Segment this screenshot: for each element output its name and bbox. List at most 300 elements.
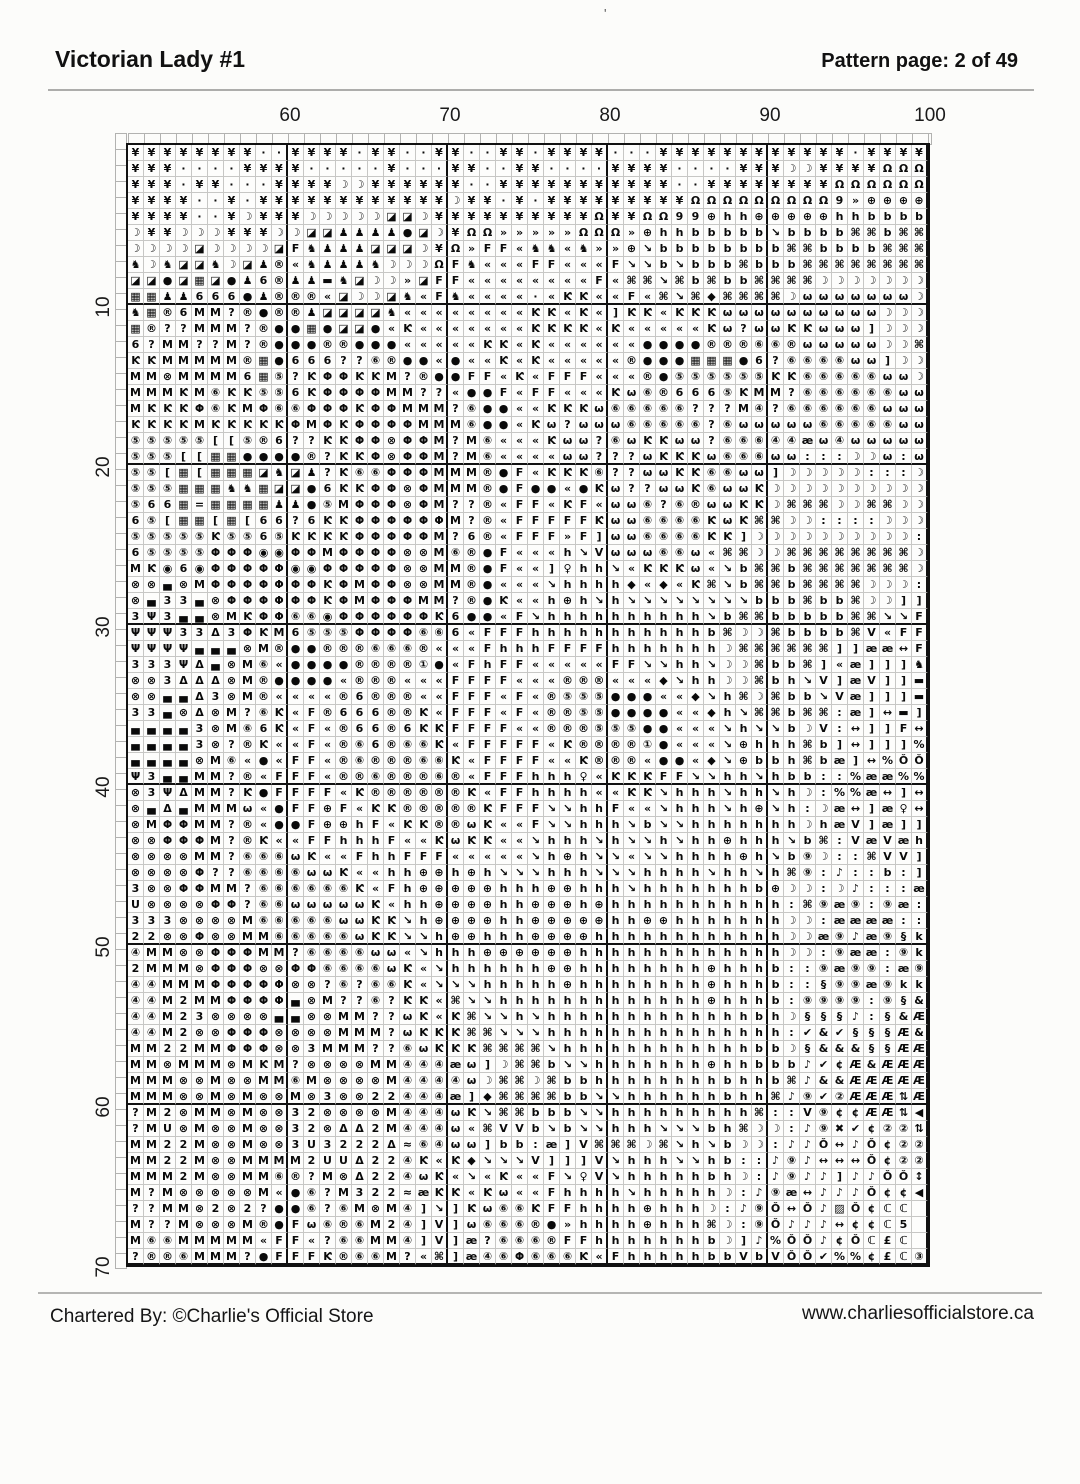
- grid-cell: ☽: [912, 465, 928, 481]
- grid-cell: ®: [304, 449, 320, 465]
- grid-cell: h: [672, 897, 688, 913]
- grid-cell: Φ: [320, 561, 336, 577]
- grid-cell: h: [480, 929, 496, 945]
- grid-cell: ▦: [176, 497, 192, 513]
- grid-cell: ⑥: [368, 1249, 384, 1265]
- grid-cell: F: [336, 801, 352, 817]
- grid-cell: h: [608, 1025, 624, 1041]
- grid-cell: ω: [464, 1137, 480, 1153]
- grid-cell: ☽: [912, 305, 928, 321]
- grid-cell: ☽: [896, 273, 912, 289]
- grid-cell: «: [528, 465, 544, 481]
- grid-cell: ↘: [608, 1169, 624, 1185]
- grid-cell: ⑥: [480, 449, 496, 465]
- grid-cell: b: [560, 1089, 576, 1105]
- grid-cell: ⑥: [496, 1249, 512, 1265]
- grid-cell: M: [144, 1121, 160, 1137]
- grid-cell: ●: [544, 1217, 560, 1233]
- grid-cell: «: [320, 769, 336, 785]
- grid-cell: Ƙ: [496, 593, 512, 609]
- grid-cell: h: [688, 881, 704, 897]
- grid-cell: b: [880, 225, 896, 241]
- grid-cell: ⑥: [256, 705, 272, 721]
- grid-cell: M: [208, 993, 224, 1009]
- grid-cell: ◪: [336, 321, 352, 337]
- grid-cell: F: [480, 753, 496, 769]
- grid-cell: h: [480, 961, 496, 977]
- grid-cell: ¥: [672, 193, 688, 209]
- grid-cell: Φ: [208, 545, 224, 561]
- grid-cell: ⑤: [752, 369, 768, 385]
- grid-cell: ≈: [400, 1185, 416, 1201]
- grid-cell: ⌘: [736, 257, 752, 273]
- grid-cell: Ƙ: [704, 321, 720, 337]
- grid-cell: ④: [128, 1025, 144, 1041]
- grid-cell: U: [320, 1153, 336, 1169]
- grid-cell: Ƙ: [336, 865, 352, 881]
- grid-cell: ⊗: [272, 1105, 288, 1121]
- grid-cell: ●: [320, 673, 336, 689]
- grid-cell: «: [480, 289, 496, 305]
- grid-cell: ω: [832, 305, 848, 321]
- grid-cell: h: [752, 817, 768, 833]
- grid-cell: M: [320, 993, 336, 1009]
- grid-cell: h: [624, 897, 640, 913]
- grid-cell: b: [512, 1137, 528, 1153]
- grid-cell: F: [560, 369, 576, 385]
- grid-cell: M: [272, 1073, 288, 1089]
- grid-cell: ¥: [864, 161, 880, 177]
- grid-cell: ●: [736, 353, 752, 369]
- grid-cell: 6: [240, 369, 256, 385]
- grid-cell: ]: [448, 1201, 464, 1217]
- grid-cell: ®: [480, 529, 496, 545]
- grid-cell: Ƙ: [592, 513, 608, 529]
- grid-cell: Ƙ: [544, 465, 560, 481]
- grid-cell: M: [128, 561, 144, 577]
- grid-cell: ●: [304, 657, 320, 673]
- grid-cell: ⑥: [272, 881, 288, 897]
- grid-cell: ω: [704, 449, 720, 465]
- grid-cell: Æ: [848, 1057, 864, 1073]
- grid-cell: h: [592, 945, 608, 961]
- grid-cell: Φ: [304, 545, 320, 561]
- grid-cell: ⑤: [272, 529, 288, 545]
- grid-cell: «: [496, 609, 512, 625]
- grid-cell: 2: [384, 1217, 400, 1233]
- grid-cell: ③: [912, 1249, 928, 1265]
- grid-cell: ↘: [736, 593, 752, 609]
- grid-cell: ω: [816, 433, 832, 449]
- grid-cell: h: [608, 913, 624, 929]
- grid-cell: Ƙ: [320, 593, 336, 609]
- grid-cell: b: [704, 625, 720, 641]
- grid-cell: ↘: [480, 993, 496, 1009]
- grid-cell: ⌘: [720, 625, 736, 641]
- grid-cell: M: [128, 385, 144, 401]
- grid-cell: b: [528, 1121, 544, 1137]
- grid-cell: ω: [304, 897, 320, 913]
- grid-cell: «: [464, 849, 480, 865]
- grid-cell: ↔: [848, 801, 864, 817]
- grid-cell: «: [576, 385, 592, 401]
- grid-cell: «: [464, 337, 480, 353]
- grid-cell: Ψ: [128, 641, 144, 657]
- grid-cell: h: [672, 1057, 688, 1073]
- grid-cell: ⊗: [144, 849, 160, 865]
- grid-cell: «: [608, 353, 624, 369]
- grid-cell: ·: [192, 209, 208, 225]
- grid-cell: «: [576, 273, 592, 289]
- grid-cell: h: [688, 673, 704, 689]
- grid-cell: h: [496, 929, 512, 945]
- grid-cell: ⑥: [240, 865, 256, 881]
- grid-cell: Φ: [416, 497, 432, 513]
- grid-cell: Δ: [352, 1169, 368, 1185]
- grid-cell: ω: [544, 417, 560, 433]
- grid-cell: h: [560, 769, 576, 785]
- grid-cell: ↘: [432, 961, 448, 977]
- grid-cell: 2: [128, 961, 144, 977]
- grid-cell: b: [752, 753, 768, 769]
- grid-cell: Æ: [912, 1073, 928, 1089]
- grid-cell: M: [160, 1201, 176, 1217]
- grid-cell: ⊗: [176, 577, 192, 593]
- grid-cell: ⊗: [240, 641, 256, 657]
- grid-cell: F: [592, 641, 608, 657]
- grid-cell: h: [608, 945, 624, 961]
- grid-cell: h: [768, 833, 784, 849]
- grid-cell: M: [384, 1249, 400, 1265]
- grid-cell: ?: [624, 449, 640, 465]
- grid-cell: ⌘: [528, 1041, 544, 1057]
- grid-cell: ⊗: [128, 689, 144, 705]
- grid-cell: Ψ: [176, 657, 192, 673]
- grid-cell: ¥: [416, 177, 432, 193]
- grid-cell: M: [192, 849, 208, 865]
- grid-cell: M: [224, 609, 240, 625]
- grid-cell: ↔: [912, 801, 928, 817]
- grid-cell: ♪: [784, 1217, 800, 1233]
- grid-cell: ♟: [272, 497, 288, 513]
- grid-cell: ?: [400, 1249, 416, 1265]
- grid-cell: ®: [592, 737, 608, 753]
- grid-cell: ☽: [208, 241, 224, 257]
- grid-cell: ¥: [288, 161, 304, 177]
- grid-cell: ●: [304, 337, 320, 353]
- grid-cell: h: [512, 961, 528, 977]
- grid-cell: h: [336, 833, 352, 849]
- grid-cell: ↘: [752, 769, 768, 785]
- grid-cell: ⊕: [736, 737, 752, 753]
- grid-cell: M: [432, 497, 448, 513]
- grid-cell: ⑨: [816, 961, 832, 977]
- grid-cell: ⑥: [288, 865, 304, 881]
- grid-cell: «: [416, 321, 432, 337]
- grid-cell: ¥: [192, 177, 208, 193]
- grid-cell: Ŏ: [848, 1201, 864, 1217]
- grid-cell: ⑨: [768, 1185, 784, 1201]
- grid-cell: :: [816, 513, 832, 529]
- grid-cell: b: [912, 209, 928, 225]
- grid-cell: F: [304, 1249, 320, 1265]
- grid-cell: Ƙ: [400, 321, 416, 337]
- grid-cell: ⑥: [832, 353, 848, 369]
- grid-cell: ?: [128, 1201, 144, 1217]
- grid-cell: V: [800, 1105, 816, 1121]
- grid-cell: Ƙ: [480, 817, 496, 833]
- grid-cell: ☽: [880, 305, 896, 321]
- grid-cell: h: [656, 1105, 672, 1121]
- grid-cell: ⌘: [800, 545, 816, 561]
- grid-cell: h: [656, 1217, 672, 1233]
- grid-cell: £: [880, 1233, 896, 1249]
- grid-cell: ⊗: [272, 961, 288, 977]
- grid-cell: ω: [912, 385, 928, 401]
- grid-cell: Δ: [192, 673, 208, 689]
- grid-cell: Ƙ: [320, 513, 336, 529]
- grid-cell: ●: [656, 705, 672, 721]
- grid-cell: «: [448, 849, 464, 865]
- grid-cell: Ƙ: [240, 417, 256, 433]
- grid-cell: ⑥: [480, 1217, 496, 1233]
- grid-cell: «: [576, 657, 592, 673]
- grid-cell: ⊗: [400, 497, 416, 513]
- grid-cell: h: [656, 1009, 672, 1025]
- grid-cell: M: [208, 833, 224, 849]
- grid-cell: Ƙ: [336, 465, 352, 481]
- grid-cell: ⌘: [912, 337, 928, 353]
- grid-cell: Φ: [336, 593, 352, 609]
- grid-cell: M: [192, 369, 208, 385]
- grid-cell: h: [624, 1041, 640, 1057]
- grid-cell: ⑤: [576, 705, 592, 721]
- grid-cell: ⊕: [560, 913, 576, 929]
- grid-cell: ω: [672, 433, 688, 449]
- grid-cell: 6: [288, 385, 304, 401]
- grid-cell: ]: [912, 817, 928, 833]
- grid-cell: ·: [640, 145, 656, 161]
- grid-cell: ·: [224, 177, 240, 193]
- grid-cell: ?: [304, 433, 320, 449]
- grid-cell: ☽: [336, 177, 352, 193]
- grid-cell: ω: [416, 1169, 432, 1185]
- grid-cell: M: [208, 1057, 224, 1073]
- grid-cell: ⊗: [176, 929, 192, 945]
- grid-cell: ⊗: [192, 1201, 208, 1217]
- grid-cell: æ: [800, 433, 816, 449]
- grid-cell: M: [464, 449, 480, 465]
- grid-cell: ☽: [752, 545, 768, 561]
- grid-cell: ¥: [128, 177, 144, 193]
- grid-cell: ⊕: [448, 881, 464, 897]
- grid-cell: ω: [336, 913, 352, 929]
- grid-cell: V: [768, 1249, 784, 1265]
- grid-cell: Ƙ: [464, 833, 480, 849]
- grid-cell: ↘: [528, 865, 544, 881]
- grid-cell: ]: [912, 593, 928, 609]
- grid-cell: Φ: [208, 945, 224, 961]
- grid-cell: ↘: [688, 1153, 704, 1169]
- grid-cell: ⊗: [144, 833, 160, 849]
- grid-cell: «: [464, 1185, 480, 1201]
- grid-cell: ⑤: [256, 385, 272, 401]
- grid-cell: «: [272, 833, 288, 849]
- grid-cell: ↘: [608, 865, 624, 881]
- grid-cell: ⌘: [768, 705, 784, 721]
- grid-cell: «: [560, 241, 576, 257]
- grid-cell: ↘: [640, 833, 656, 849]
- grid-cell: ⑨: [848, 993, 864, 1009]
- grid-cell: Ƙ: [544, 305, 560, 321]
- grid-cell: «: [560, 753, 576, 769]
- grid-cell: M: [128, 1137, 144, 1153]
- grid-cell: ·: [496, 193, 512, 209]
- grid-cell: ¥: [784, 145, 800, 161]
- grid-cell: Φ: [272, 561, 288, 577]
- grid-cell: Φ: [272, 977, 288, 993]
- grid-cell: ↘: [656, 785, 672, 801]
- grid-cell: ?: [480, 1233, 496, 1249]
- grid-cell: ▦: [256, 353, 272, 369]
- grid-cell: Ω: [592, 209, 608, 225]
- grid-cell: h: [768, 897, 784, 913]
- grid-cell: h: [720, 913, 736, 929]
- grid-cell: Æ: [848, 1089, 864, 1105]
- grid-cell: æ: [416, 1185, 432, 1201]
- grid-cell: Φ: [352, 529, 368, 545]
- grid-cell: ⑥: [672, 417, 688, 433]
- grid-cell: Ƙ: [240, 385, 256, 401]
- grid-cell: ⊗: [208, 929, 224, 945]
- grid-cell: ¥: [640, 193, 656, 209]
- grid-cell: ⊗: [240, 1073, 256, 1089]
- grid-cell: Φ: [368, 481, 384, 497]
- grid-cell: ¢: [848, 1217, 864, 1233]
- grid-cell: ¢: [896, 1185, 912, 1201]
- grid-cell: «: [432, 641, 448, 657]
- grid-cell: ⊗: [384, 433, 400, 449]
- grid-cell: h: [848, 209, 864, 225]
- grid-cell: 3: [288, 1105, 304, 1121]
- grid-cell: ¥: [656, 193, 672, 209]
- grid-cell: M: [736, 401, 752, 417]
- grid-cell: ⑥: [800, 369, 816, 385]
- grid-cell: ω: [800, 337, 816, 353]
- grid-cell: ⌘: [432, 1249, 448, 1265]
- grid-cell: ¥: [704, 177, 720, 193]
- grid-cell: «: [576, 353, 592, 369]
- grid-cell: ω: [752, 465, 768, 481]
- grid-cell: Ƙ: [432, 1025, 448, 1041]
- grid-cell: ®: [336, 337, 352, 353]
- grid-cell: h: [576, 785, 592, 801]
- grid-cell: F: [576, 497, 592, 513]
- grid-cell: ☽: [736, 1137, 752, 1153]
- grid-cell: ?: [432, 385, 448, 401]
- grid-cell: ▦: [240, 465, 256, 481]
- grid-cell: Ƙ: [448, 753, 464, 769]
- grid-cell: ▦: [256, 369, 272, 385]
- grid-cell: ⑨: [832, 929, 848, 945]
- grid-cell: 3: [208, 689, 224, 705]
- grid-cell: ⌘: [768, 1089, 784, 1105]
- grid-cell: ⊕: [416, 865, 432, 881]
- grid-cell: ⑤: [160, 545, 176, 561]
- grid-cell: h: [688, 1105, 704, 1121]
- grid-cell: ▦: [304, 321, 320, 337]
- grid-cell: ·: [320, 161, 336, 177]
- grid-cell: ↘: [480, 1105, 496, 1121]
- grid-cell: M: [432, 545, 448, 561]
- grid-cell: ⌘: [496, 1073, 512, 1089]
- grid-cell: M: [240, 1105, 256, 1121]
- grid-cell: ●: [528, 481, 544, 497]
- grid-cell: F: [496, 801, 512, 817]
- grid-cell: ⌘: [848, 625, 864, 641]
- grid-cell: M: [384, 1105, 400, 1121]
- grid-cell: ⌘: [864, 561, 880, 577]
- grid-cell: Ƙ: [368, 897, 384, 913]
- grid-cell: Ƙ: [544, 433, 560, 449]
- grid-cell: ◉: [272, 545, 288, 561]
- grid-cell: ⌘: [480, 1121, 496, 1137]
- grid-cell: ◉: [192, 561, 208, 577]
- grid-cell: ω: [624, 433, 640, 449]
- grid-cell: V: [512, 1121, 528, 1137]
- grid-cell: ●: [496, 401, 512, 417]
- grid-cell: Φ: [240, 625, 256, 641]
- grid-cell: ⌘: [800, 241, 816, 257]
- grid-cell: ·: [208, 193, 224, 209]
- grid-cell: h: [672, 1233, 688, 1249]
- grid-cell: ◪: [304, 225, 320, 241]
- grid-cell: «: [336, 849, 352, 865]
- grid-cell: ☽: [752, 1121, 768, 1137]
- grid-cell: «: [432, 353, 448, 369]
- grid-cell: h: [624, 1009, 640, 1025]
- grid-cell: M: [240, 1089, 256, 1105]
- grid-cell: F: [448, 689, 464, 705]
- grid-cell: h: [560, 625, 576, 641]
- grid-cell: h: [736, 961, 752, 977]
- grid-cell: «: [496, 449, 512, 465]
- grid-cell: h: [608, 833, 624, 849]
- grid-cell: ω: [400, 1025, 416, 1041]
- grid-cell: h: [704, 881, 720, 897]
- grid-cell: ⌘: [512, 1105, 528, 1121]
- grid-cell: h: [736, 1041, 752, 1057]
- grid-cell: ☽: [832, 273, 848, 289]
- grid-cell: Φ: [384, 609, 400, 625]
- grid-cell: ?: [320, 977, 336, 993]
- grid-cell: ↘: [592, 1105, 608, 1121]
- grid-cell: ⑥: [672, 401, 688, 417]
- grid-cell: 3: [128, 609, 144, 625]
- grid-cell: h: [720, 1025, 736, 1041]
- grid-cell: ⊗: [176, 1089, 192, 1105]
- grid-cell: ●: [288, 1201, 304, 1217]
- pattern-page-label: Pattern page: 2 of 49: [821, 50, 1018, 72]
- grid-cell: «: [512, 337, 528, 353]
- grid-cell: ]: [560, 1137, 576, 1153]
- grid-cell: ☽: [848, 497, 864, 513]
- grid-cell: ?: [400, 369, 416, 385]
- grid-cell: ω: [320, 865, 336, 881]
- grid-cell: ⑥: [672, 513, 688, 529]
- grid-cell: «: [512, 417, 528, 433]
- grid-cell: h: [752, 961, 768, 977]
